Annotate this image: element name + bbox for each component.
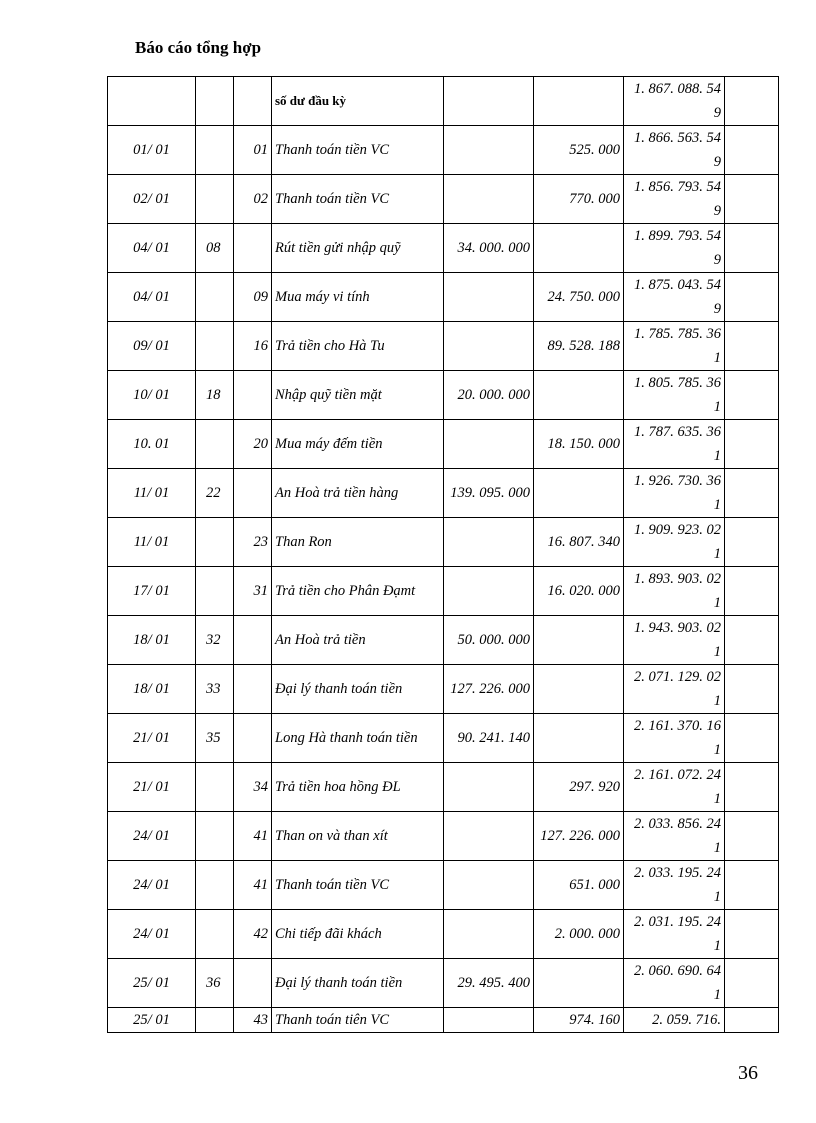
date-cell: 18/ 01 [108, 616, 196, 665]
credit-cell: 297. 920 [534, 763, 624, 812]
payment-no-cell: 09 [234, 273, 272, 322]
note-cell [725, 567, 779, 616]
payment-no-cell: 34 [234, 763, 272, 812]
note-cell [725, 420, 779, 469]
opening-row [108, 77, 779, 126]
table-row [108, 861, 779, 910]
receipt-no-cell: 22 [196, 469, 234, 518]
description-cell: Trả tiền cho Hà Tu [272, 322, 444, 371]
note-cell [725, 763, 779, 812]
debit-cell [444, 861, 534, 910]
note-cell [725, 371, 779, 420]
note-cell [725, 469, 779, 518]
date-cell: 01/ 01 [108, 126, 196, 175]
opening-credit-cell [534, 77, 624, 126]
opening-in-cell [196, 77, 234, 126]
note-cell [725, 714, 779, 763]
table-row [108, 371, 779, 420]
balance-cell: 2. 161. 072. 241 [624, 763, 725, 812]
payment-no-cell [234, 665, 272, 714]
balance-cell: 1. 893. 903. 021 [624, 567, 725, 616]
opening-out-cell [234, 77, 272, 126]
receipt-no-cell [196, 175, 234, 224]
debit-cell [444, 1008, 534, 1033]
receipt-no-cell: 36 [196, 959, 234, 1008]
table-row [108, 126, 779, 175]
description-cell: Trả tiền cho Phân Đạmt [272, 567, 444, 616]
balance-cell: 2. 033. 195. 241 [624, 861, 725, 910]
page-number: 36 [738, 1062, 758, 1084]
credit-cell: 89. 528. 188 [534, 322, 624, 371]
date-cell: 10. 01 [108, 420, 196, 469]
receipt-no-cell [196, 812, 234, 861]
description-cell: Mua máy vi tính [272, 273, 444, 322]
opening-date-cell [108, 77, 196, 126]
opening-desc-cell [272, 77, 444, 126]
credit-cell: 525. 000 [534, 126, 624, 175]
date-cell: 04/ 01 [108, 273, 196, 322]
table-row [108, 812, 779, 861]
description-cell: An Hoà trả tiền hàng [272, 469, 444, 518]
receipt-no-cell: 18 [196, 371, 234, 420]
date-cell: 24/ 01 [108, 812, 196, 861]
receipt-no-cell [196, 273, 234, 322]
payment-no-cell: 16 [234, 322, 272, 371]
credit-cell: 18. 150. 000 [534, 420, 624, 469]
note-cell [725, 910, 779, 959]
debit-cell [444, 126, 534, 175]
description-cell: An Hoà trả tiền [272, 616, 444, 665]
balance-cell: 2. 071. 129. 021 [624, 665, 725, 714]
balance-cell: 1. 785. 785. 361 [624, 322, 725, 371]
payment-no-cell [234, 959, 272, 1008]
note-cell [725, 1008, 779, 1033]
receipt-no-cell [196, 567, 234, 616]
date-cell: 25/ 01 [108, 959, 196, 1008]
balance-cell: 2. 031. 195. 241 [624, 910, 725, 959]
receipt-no-cell [196, 763, 234, 812]
credit-cell: 974. 160 [534, 1008, 624, 1033]
table-row [108, 616, 779, 665]
receipt-no-cell [196, 126, 234, 175]
table-row [108, 469, 779, 518]
payment-no-cell [234, 714, 272, 763]
description-cell: Chi tiếp đãi khách [272, 910, 444, 959]
balance-cell: 1. 805. 785. 361 [624, 371, 725, 420]
debit-cell [444, 812, 534, 861]
payment-no-cell: 41 [234, 861, 272, 910]
debit-cell: 127. 226. 000 [444, 665, 534, 714]
description-cell: Thanh toán tiền VC [272, 861, 444, 910]
ledger-table [107, 76, 779, 1033]
debit-cell [444, 763, 534, 812]
receipt-no-cell [196, 861, 234, 910]
balance-cell: 2. 059. 716. [624, 1008, 725, 1033]
note-cell [725, 224, 779, 273]
description-cell: Trả tiền hoa hồng ĐL [272, 763, 444, 812]
table-row [108, 763, 779, 812]
table-row [108, 420, 779, 469]
credit-cell: 651. 000 [534, 861, 624, 910]
note-cell [725, 861, 779, 910]
date-cell: 02/ 01 [108, 175, 196, 224]
payment-no-cell: 41 [234, 812, 272, 861]
date-cell: 25/ 01 [108, 1008, 196, 1033]
debit-cell [444, 273, 534, 322]
credit-cell: 24. 750. 000 [534, 273, 624, 322]
table-row [108, 1008, 779, 1033]
date-cell: 11/ 01 [108, 469, 196, 518]
receipt-no-cell: 08 [196, 224, 234, 273]
note-cell [725, 812, 779, 861]
receipt-no-cell: 35 [196, 714, 234, 763]
payment-no-cell: 42 [234, 910, 272, 959]
description-cell: Than Ron [272, 518, 444, 567]
balance-cell: 1. 943. 903. 021 [624, 616, 725, 665]
debit-cell [444, 518, 534, 567]
balance-cell: 1. 926. 730. 361 [624, 469, 725, 518]
receipt-no-cell: 32 [196, 616, 234, 665]
date-cell: 21/ 01 [108, 714, 196, 763]
report-title: Báo cáo tổng hợp [135, 38, 262, 57]
table-row [108, 273, 779, 322]
payment-no-cell: 31 [234, 567, 272, 616]
balance-cell: 1. 787. 635. 361 [624, 420, 725, 469]
note-cell [725, 126, 779, 175]
table-row [108, 567, 779, 616]
credit-cell: 127. 226. 000 [534, 812, 624, 861]
receipt-no-cell [196, 910, 234, 959]
payment-no-cell [234, 371, 272, 420]
credit-cell [534, 469, 624, 518]
credit-cell: 2. 000. 000 [534, 910, 624, 959]
debit-cell [444, 910, 534, 959]
credit-cell [534, 665, 624, 714]
date-cell: 24/ 01 [108, 861, 196, 910]
date-cell: 11/ 01 [108, 518, 196, 567]
debit-cell: 29. 495. 400 [444, 959, 534, 1008]
date-cell: 04/ 01 [108, 224, 196, 273]
receipt-no-cell [196, 1008, 234, 1033]
credit-cell [534, 616, 624, 665]
credit-cell [534, 371, 624, 420]
balance-cell: 1. 866. 563. 549 [624, 126, 725, 175]
credit-cell: 770. 000 [534, 175, 624, 224]
receipt-no-cell [196, 518, 234, 567]
table-row [108, 322, 779, 371]
opening-note-cell [725, 77, 779, 126]
table-row [108, 665, 779, 714]
table-row [108, 910, 779, 959]
credit-cell: 16. 020. 000 [534, 567, 624, 616]
note-cell [725, 273, 779, 322]
payment-no-cell [234, 469, 272, 518]
description-cell: Rút tiền gửi nhập quỹ [272, 224, 444, 273]
balance-cell: 1. 856. 793. 549 [624, 175, 725, 224]
opening-balance: 1. 867. 088. 549 [624, 77, 725, 126]
payment-no-cell: 01 [234, 126, 272, 175]
table-row [108, 224, 779, 273]
payment-no-cell [234, 224, 272, 273]
credit-cell [534, 714, 624, 763]
balance-cell: 1. 875. 043. 549 [624, 273, 725, 322]
table-row [108, 518, 779, 567]
opening-debit-cell [444, 77, 534, 126]
debit-cell [444, 175, 534, 224]
debit-cell: 34. 000. 000 [444, 224, 534, 273]
date-cell: 18/ 01 [108, 665, 196, 714]
note-cell [725, 322, 779, 371]
description-cell: Mua máy đếm tiền [272, 420, 444, 469]
debit-cell [444, 567, 534, 616]
description-cell: Thanh toán tiền VC [272, 175, 444, 224]
note-cell [725, 665, 779, 714]
description-cell: Đại lý thanh toán tiền [272, 665, 444, 714]
date-cell: 21/ 01 [108, 763, 196, 812]
date-cell: 10/ 01 [108, 371, 196, 420]
opening-desc: số dư đầu kỳ [275, 93, 347, 108]
description-cell: Đại lý thanh toán tiền [272, 959, 444, 1008]
debit-cell: 90. 241. 140 [444, 714, 534, 763]
balance-cell: 2. 060. 690. 641 [624, 959, 725, 1008]
receipt-no-cell [196, 322, 234, 371]
ledger-body [108, 77, 779, 1033]
debit-cell [444, 420, 534, 469]
note-cell [725, 175, 779, 224]
table-row [108, 959, 779, 1008]
debit-cell: 20. 000. 000 [444, 371, 534, 420]
credit-cell [534, 224, 624, 273]
note-cell [725, 616, 779, 665]
date-cell: 09/ 01 [108, 322, 196, 371]
credit-cell: 16. 807. 340 [534, 518, 624, 567]
debit-cell: 50. 000. 000 [444, 616, 534, 665]
payment-no-cell: 20 [234, 420, 272, 469]
payment-no-cell: 23 [234, 518, 272, 567]
description-cell: Nhập quỹ tiền mặt [272, 371, 444, 420]
date-cell: 17/ 01 [108, 567, 196, 616]
note-cell [725, 959, 779, 1008]
receipt-no-cell [196, 420, 234, 469]
date-cell: 24/ 01 [108, 910, 196, 959]
table-row [108, 175, 779, 224]
payment-no-cell: 43 [234, 1008, 272, 1033]
note-cell [725, 518, 779, 567]
payment-no-cell [234, 616, 272, 665]
balance-cell: 2. 033. 856. 241 [624, 812, 725, 861]
description-cell: Thanh toán tiền VC [272, 126, 444, 175]
receipt-no-cell: 33 [196, 665, 234, 714]
debit-cell [444, 322, 534, 371]
debit-cell: 139. 095. 000 [444, 469, 534, 518]
description-cell: Long Hà thanh toán tiền [272, 714, 444, 763]
balance-cell: 1. 909. 923. 021 [624, 518, 725, 567]
balance-cell: 2. 161. 370. 161 [624, 714, 725, 763]
payment-no-cell: 02 [234, 175, 272, 224]
table-row [108, 714, 779, 763]
description-cell: Thanh toán tiên VC [272, 1008, 444, 1033]
credit-cell [534, 959, 624, 1008]
balance-cell: 1. 899. 793. 549 [624, 224, 725, 273]
description-cell: Than on và than xít [272, 812, 444, 861]
